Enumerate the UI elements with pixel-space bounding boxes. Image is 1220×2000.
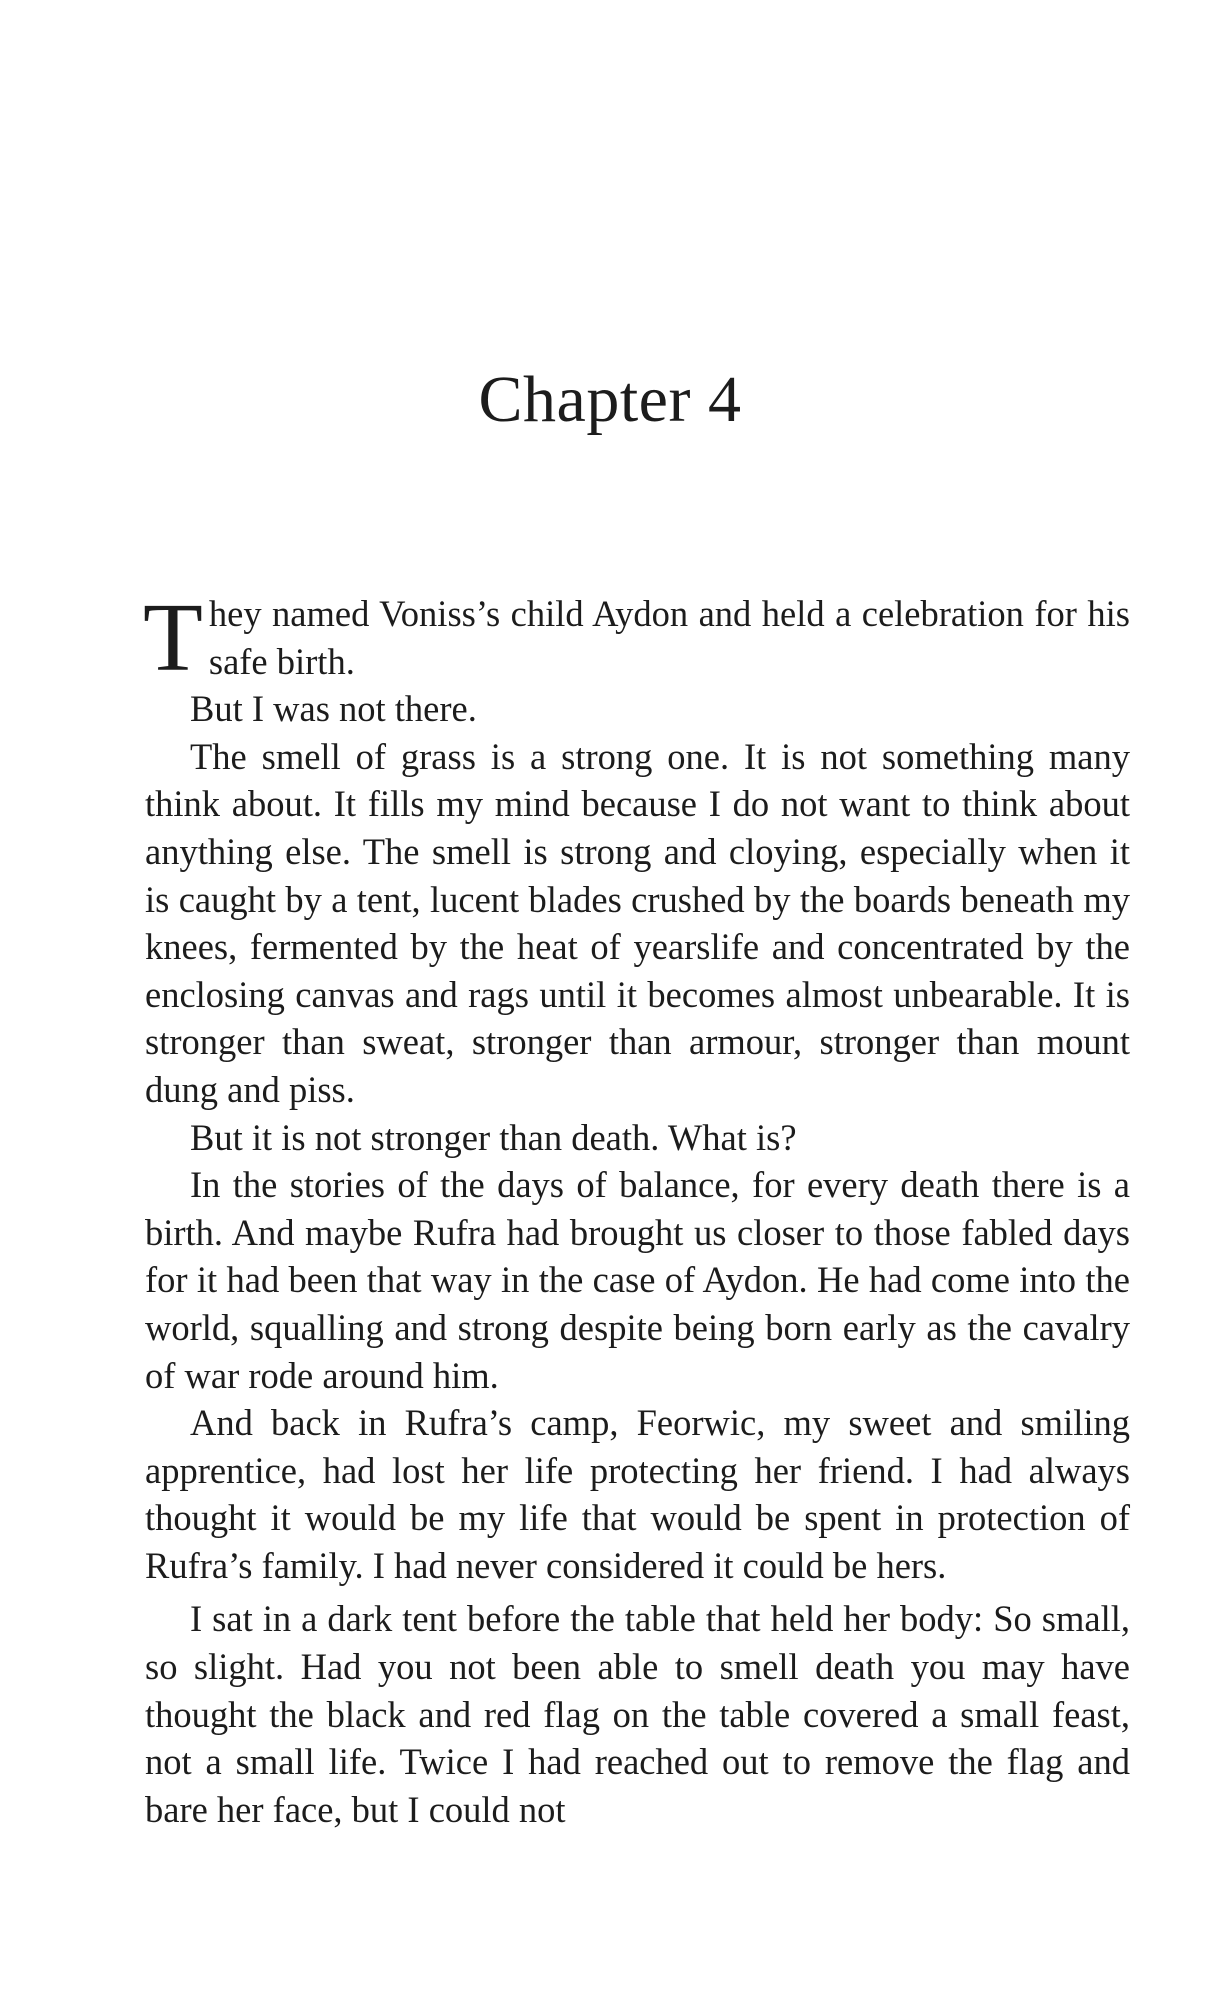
paragraph-4: In the stories of the days of balance, for every death there is a birth. And maybe Rufra had brought us closer to those fabled days for it had been that way in the case of Aydon. He had come into the world, squalling and strong despite being born early as the cavalry of war rode around him. [145,1164,1130,1396]
paragraph-5: And back in Rufra’s camp, Feorwic, my sweet and smiling apprentice, had lost her life protecting her friend. I had always thought it would be my life that would be spent in protection of Rufra’s family. I had never considered it could be hers. [145,1402,1130,1586]
opening-paragraph [143,584,1130,692]
paragraph-3: But it is not stronger than death. What is? [190,1116,797,1158]
paragraph-2: The smell of grass is a strong one. It is not something many think about. It fills my mind because I do not want to think about anything else. The smell is strong and cloying, especially when it is caught by a tent, lucent blades crushed by the boards beneath my knees, fermented by the heat of yearslife and concentrated by the enclosing canvas and rags until it becomes almost unbearable. It is stronger than sweat, stronger than armour, stronger than mount dung and piss. [145,735,1130,1110]
chapter-body [143,584,1130,1833]
paragraph-1: But I was not there. [190,688,477,730]
drop-cap: T [143,584,203,692]
chapter-title: Chapter 4 [478,363,742,436]
opening-text: hey named Voniss’s child Aydon and held a celebration for his safe birth. [208,593,1130,682]
paragraph-6: I sat in a dark tent before the table that held her body: So small, so slight. Had you not been able to smell death you may have thought the black and red flag on the table covered a small feast, not a small life. Twice I had reached out to remove the flag and bare her face, but I could not [145,1598,1130,1830]
